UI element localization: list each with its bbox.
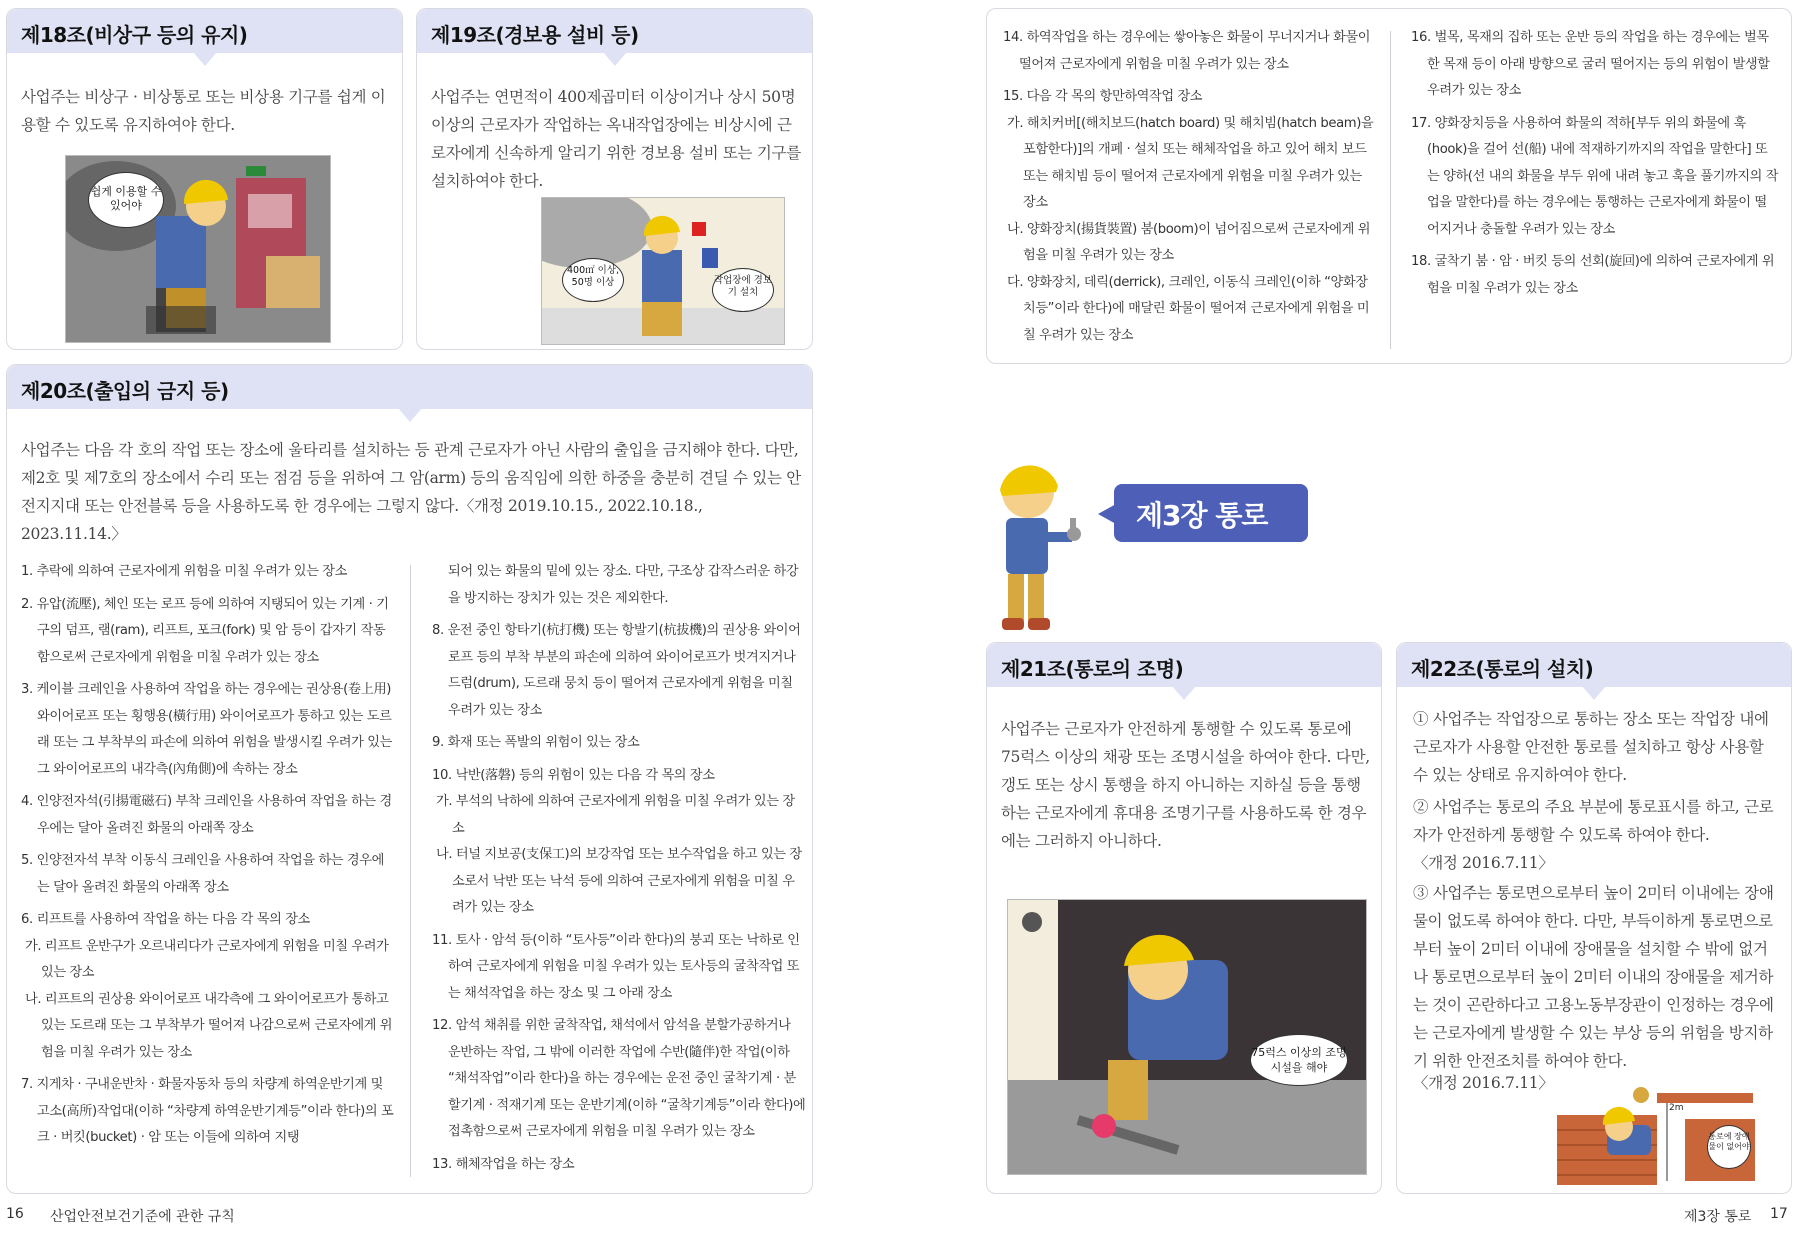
- footer-page-number-right: 17: [1770, 1206, 1788, 1222]
- article-18-bubble: 쉽게 이용할 수 있어야: [88, 172, 164, 228]
- article-21-body: 사업주는 근로자가 안전하게 통행할 수 있도록 통로에 75럭스 이상의 채광 또는 조명시설을 하여야 한다. 다만, 갱도 또는 상시 통행을 하지 아니하는 지하실 등을 통행하는 근로자에게 휴대용 조명기구를 사용하도록 한 경우에는 그러하지 아니하다.: [1001, 720, 1370, 850]
- art20-right_items-item: 되어 있는 화물의 밑에 있는 장소. 다만, 구조상 갑작스러운 하강을 방지하는 장치가 있는 것은 제외한다.: [448, 564, 799, 606]
- article-19-title: 제19조(경보용 설비 등): [417, 9, 812, 53]
- article-19-body: 사업주는 연면적이 400제곱미터 이상이거나 상시 50명 이상의 근로자가 작업하는 옥내작업장에는 비상시에 근로자에게 신속하게 알리기 위한 경보용 설비 또는 기구를 설치하여야 한다.: [431, 88, 801, 190]
- article-22-para-1: ① 사업주는 작업장으로 통하는 장소 또는 작업장 내에 근로자가 사용할 안전한 통로를 설치하고 항상 사용할 수 있는 상태로 유지하여야 한다.: [1413, 710, 1769, 784]
- article-22-title: 제22조(통로의 설치): [1397, 643, 1791, 687]
- art20-right_items-item: 가. 부석의 낙하에 의하여 근로자에게 위험을 미칠 우려가 있는 장소: [436, 794, 795, 836]
- art20-left_items-item: 2. 유압(流壓), 체인 또는 로프 등에 의하여 지탱되어 있는 기계 · 기구의 덤프, 램(ram), 리프트, 포크(fork) 및 암 등이 갑자기 작동함으로써 근로자에게 위험을 미칠 우려가 있는 장소: [21, 596, 389, 665]
- art20-left_items-item: 나. 리프트의 권상용 와이어로프 내각측에 그 와이어로프가 통하고 있는 도르래 또는 그 부착부가 떨어져 나감으로써 근로자에게 위험을 미칠 우려가 있는 장소: [25, 991, 393, 1060]
- art20cont-left_items-item: 나. 양화장치(揚貨裝置) 붐(boom)이 넘어짐으로써 근로자에게 위험을 미칠 우려가 있는 장소: [1007, 221, 1371, 263]
- article-22-para-3: ③ 사업주는 통로면으로부터 높이 2미터 이내에는 장애물이 없도록 하여야 한다. 다만, 부득이하게 통로면으로부터 높이 2미터 이내에 장애물을 설치할 수 밖에 없거나 통로면으로부터 높이 2미터 이내의 장애물을 제거하는 것이 곤란하다고 고용노동부장관이 인정하는 경우에는 근로자에게 발생할 수 있는 부상 등의 위험을 방지하기 위한 안전조치를 하여야 한다.: [1413, 884, 1774, 1070]
- article-22-illustration: [1557, 1085, 1777, 1185]
- footer-chapter-title: 제3장 통로: [1684, 1209, 1752, 1225]
- article-20-right-list: [432, 559, 806, 1178]
- article-22-para-2-note: 〈개정 2016.7.11〉: [1413, 854, 1554, 872]
- article-20-box: [6, 364, 813, 1194]
- art20cont-left_items-item: 15. 다음 각 목의 항만하역작업 장소: [1003, 89, 1203, 104]
- article-20-column-divider: [410, 565, 411, 1177]
- article-22-box: [1396, 642, 1792, 1194]
- article-18-title: 제18조(비상구 등의 유지): [7, 9, 402, 53]
- article-22-para-2: ② 사업주는 통로의 주요 부분에 통로표시를 하고, 근로자가 안전하게 통행할 수 있도록 하여야 한다.: [1413, 798, 1774, 844]
- article-20-left-list: [21, 559, 395, 1152]
- art20-left_items-item: 가. 리프트 운반구가 오르내리다가 근로자에게 위험을 미칠 우려가 있는 장소: [25, 938, 389, 980]
- art20-right_items-item: 11. 토사 · 암석 등(이하 “토사등”이라 한다)의 붕괴 또는 낙하로 인하여 근로자에게 위험을 미칠 우려가 있는 토사등의 굴착작업 또는 채석작업을 하는 장소 및 그 아래 장소: [432, 932, 800, 1001]
- article-18-body: 사업주는 비상구 · 비상통로 또는 비상용 기구를 쉽게 이용할 수 있도록 유지하여야 한다.: [21, 88, 386, 134]
- article-21-illustration: [1007, 899, 1367, 1175]
- article-22-para-3-note: 〈개정 2016.7.11〉: [1413, 1074, 1554, 1092]
- article-21-bubble: 75럭스 이상의 조명시설을 해야: [1250, 1034, 1348, 1086]
- art20cont-right_items-item: 17. 양화장치등을 사용하여 화물의 적하[부두 위의 화물에 훅(hook)을 걸어 선(船) 내에 적재하기까지의 작업을 말한다] 또는 양하(선 내의 화물을 부두 위에 내려 놓고 훅을 풀기까지의 작업을 말한다)를 하는 경우에는 통행하는 근로자에게 화물이 떨어지거나 충돌할 우려가 있는 장소: [1411, 115, 1779, 237]
- art20-left_items-item: 5. 인양전자석 부착 이동식 크레인을 사용하여 작업을 하는 경우에는 달아 올려진 화물의 아래쪽 장소: [21, 853, 384, 895]
- art20-right_items-item: 10. 낙반(落磐) 등의 위험이 있는 다음 각 목의 장소: [432, 767, 715, 783]
- art20cont-left_items-item: 14. 하역작업을 하는 경우에는 쌓아놓은 화물이 무너지거나 화물이 떨어져 근로자에게 위험을 미칠 우려가 있는 장소: [1003, 30, 1371, 72]
- art20-right_items-item: 9. 화재 또는 폭발의 위험이 있는 장소: [432, 735, 640, 750]
- article-19-illustration: [541, 197, 785, 345]
- art20cont-right_items-item: 16. 벌목, 목재의 집하 또는 운반 등의 작업을 하는 경우에는 벌목한 목재 등이 아래 방향으로 굴러 떨어지는 등의 위험이 발생할 우려가 있는 장소: [1411, 30, 1770, 98]
- article-21-box: [986, 642, 1382, 1194]
- art20-left_items-item: 7. 지게차 · 구내운반차 · 화물자동차 등의 차량계 하역운반기계 및 고소(高所)작업대(이하 “차량계 하역운반기계등”이라 한다)의 포크 · 버킷(bucket) · 암 또는 이들에 의하여 지탱: [21, 1077, 394, 1145]
- article-21-title: 제21조(통로의 조명): [987, 643, 1381, 687]
- art20-left_items-item: 1. 추락에 의하여 근로자에게 위험을 미칠 우려가 있는 장소: [21, 564, 347, 579]
- article-20-continued-box: [986, 8, 1792, 364]
- article-22-bubble: 통로에 장애물이 없어야: [1707, 1125, 1751, 1169]
- article-19-box: [416, 8, 813, 350]
- art20-right_items-item: 8. 운전 중인 항타기(杭打機) 또는 항발기(杭拔機)의 권상용 와이어로프 등의 부착 부분의 파손에 의하여 와이어로프가 벗겨지거나 드럼(drum), 도르래 뭉치 등이 떨어져 근로자에게 위험을 미칠 우려가 있는 장소: [432, 623, 801, 718]
- art20-left_items-item: 4. 인양전자석(引揚電磁石) 부착 크레인을 사용하여 작업을 하는 경우에는 달아 올려진 화물의 아래쪽 장소: [21, 794, 392, 836]
- chapter-3-title: 제3장 통로: [1114, 484, 1308, 542]
- article-22-height-label: 2m: [1669, 1103, 1684, 1113]
- article-19-bubble-alarm: 작업장에 경보기 설치: [712, 268, 774, 312]
- art20-left_items-item: 3. 케이블 크레인을 사용하여 작업을 하는 경우에는 권상용(卷上用) 와이어로프 또는 횡행용(橫行用) 와이어로프가 통하고 있는 도르래 또는 그 부착부의 파손에 의하여 위험을 발생시킬 우려가 있는 그 와이어로프의 내각측(內角側)에 속하는 장소: [21, 682, 392, 777]
- article-19-bubble-area: 400㎡ 이상, 50명 이상: [562, 258, 624, 302]
- article-20-cont-right-list: [1411, 25, 1779, 302]
- art20cont-right_items-item: 18. 굴착기 붐 · 암 · 버킷 등의 선회(旋回)에 의하여 근로자에게 위험을 미칠 우려가 있는 장소: [1411, 254, 1775, 296]
- art20-right_items-item: 12. 암석 채취를 위한 굴착작업, 채석에서 암석을 분할가공하거나 운반하는 작업, 그 밖에 이러한 작업에 수반(隨伴)한 작업(이하 “채석작업”이라 한다)을 하는 경우에는 운전 중인 굴착기계 · 분할기계 · 적재기계 또는 운반기계(이하 “굴착기계등”이라 한다)에 접촉함으로써 근로자에게 위험을 미칠 우려가 있는 장소: [432, 1018, 806, 1139]
- chapter-character-illustration: [988, 458, 1088, 638]
- article-20-body: 사업주는 다음 각 호의 작업 또는 장소에 울타리를 설치하는 등 관계 근로자가 아닌 사람의 출입을 금지해야 한다. 다만, 제2호 및 제7호의 장소에서 수리 또는 점검 등을 위하여 그 암(arm) 등의 움직임에 의한 하중을 충분히 견딜 수 있는 안전지지대 또는 안전블록 등을 사용하도록 한 경우에는 그렇지 않다.〈개정 2019.10.15., 2022.10.18., 2023.11.14.〉: [21, 441, 801, 543]
- art20cont-left_items-item: 다. 양화장치, 데릭(derrick), 크레인, 이동식 크레인(이하 “양화장치등”이라 한다)에 매달린 화물이 떨어져 근로자에게 위험을 미칠 우려가 있는 장소: [1007, 274, 1370, 343]
- article-18-box: [6, 8, 403, 350]
- footer-book-title: 산업안전보건기준에 관한 규칙: [50, 1209, 235, 1225]
- art20-right_items-item: 나. 터널 지보공(支保工)의 보강작업 또는 보수작업을 하고 있는 장소로서 낙반 또는 낙석 등에 의하여 근로자에게 위험을 미칠 우려가 있는 장소: [436, 847, 802, 915]
- art20-right_items-item: 13. 해체작업을 하는 장소: [432, 1156, 575, 1172]
- article-20-title: 제20조(출입의 금지 등): [7, 365, 812, 409]
- art20-left_items-item: 6. 리프트를 사용하여 작업을 하는 다음 각 목의 장소: [21, 912, 310, 927]
- article-20-cont-left-list: [1003, 25, 1377, 349]
- article-18-illustration: [65, 155, 331, 343]
- article-20-cont-divider: [1390, 31, 1391, 349]
- art20cont-left_items-item: 가. 해치커버[(해치보드(hatch board) 및 해치빔(hatch beam)을 포함한다)]의 개폐 · 설치 또는 해체작업을 하고 있어 해치 보드 또는 해치빔 등이 떨어져 근로자에게 위험을 미칠 우려가 있는 장소: [1007, 115, 1374, 210]
- footer-page-number-left: 16: [6, 1206, 24, 1222]
